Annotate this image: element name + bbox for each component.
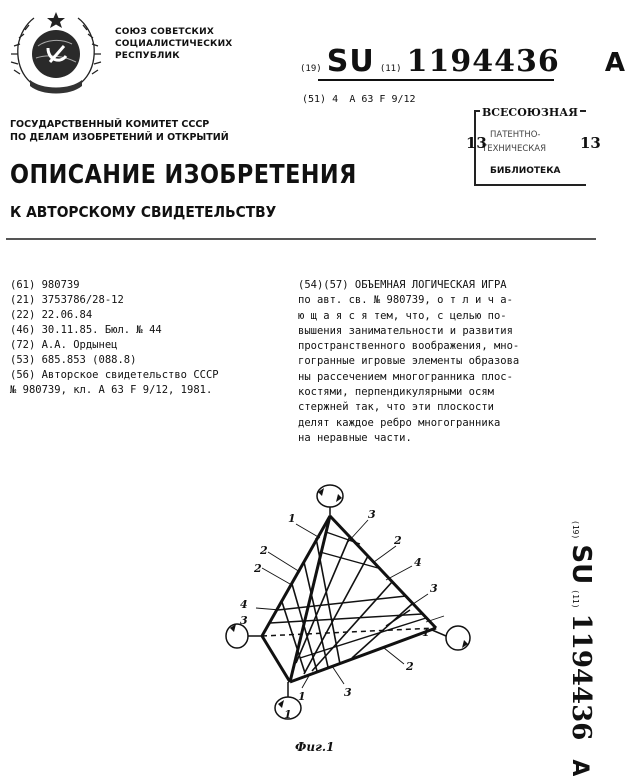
figure-label: 3	[430, 582, 438, 595]
abstract-line: по авт. св. № 980739, о т л и ч а-	[298, 294, 513, 307]
abstract-line: ны рассечением многогранника плос-	[298, 370, 513, 383]
figure-pyramid	[200, 468, 490, 728]
rod-right	[446, 626, 470, 650]
ussr-emblem	[8, 10, 104, 100]
side-number: 1194436	[566, 613, 596, 741]
abstract-line: вышения занимательности и развития	[298, 324, 513, 337]
ipc-class: A 63 F 9/12	[349, 94, 416, 105]
side-patent-number	[556, 520, 600, 774]
abstract-line: (54)(57) ОБЪЕМНАЯ ЛОГИЧЕСКАЯ ИГРА	[298, 279, 507, 291]
bibliographic-data	[10, 278, 219, 398]
library-stamp	[462, 106, 601, 188]
code-11: (11)	[379, 64, 402, 74]
biblio-line: № 980739, кл. A 63 F 9/12, 1981.	[10, 384, 213, 396]
abstract-line: пространственного воображения, мно-	[298, 340, 520, 353]
abstract-line: ю щ а я с я тем, что, с целью по-	[298, 309, 507, 322]
classification	[302, 94, 424, 105]
stamp-line-4: БИБЛИОТЕКА	[490, 166, 561, 176]
code-19: (19)	[300, 64, 322, 74]
figure-label: 3	[240, 614, 248, 627]
biblio-line: (46) 30.11.85. Бюл. № 44	[10, 324, 162, 336]
stamp-number-right: 13	[580, 134, 601, 152]
kind-code: A	[604, 48, 625, 78]
committee-line-1: ГОСУДАРСТВЕННЫЙ КОМИТЕТ СССР	[10, 119, 210, 130]
number-underline	[318, 79, 554, 81]
biblio-line: (61) 980739	[10, 279, 80, 291]
figure-label: 1	[284, 708, 292, 721]
union-line-1: СОЮЗ СОВЕТСКИХ	[115, 27, 214, 37]
document-title: ОПИСАНИЕ ИЗОБРЕТЕНИЯ	[10, 160, 357, 190]
figure-label: 4	[414, 556, 422, 569]
union-line-2: СОЦИАЛИСТИЧЕСКИХ	[115, 39, 233, 49]
stamp-number-left: 13	[466, 134, 487, 152]
abstract-line: на неравные части.	[298, 431, 412, 444]
committee-line-2: ПО ДЕЛАМ ИЗОБРЕТЕНИЙ И ОТКРЫТИЙ	[10, 132, 229, 143]
abstract-line: гогранные игровые элементы образова	[298, 355, 520, 368]
document-subtitle: К АВТОРСКОМУ СВИДЕТЕЛЬСТВУ	[10, 203, 277, 221]
side-country-code: SU	[566, 544, 596, 585]
committee-name	[10, 118, 229, 144]
figure-label: 4	[240, 598, 248, 611]
side-kind-code: A	[567, 759, 592, 776]
header-divider	[6, 238, 596, 240]
side-code-19: (19)	[571, 520, 580, 540]
figure-label: 2	[406, 660, 414, 673]
figure-label: 2	[254, 562, 262, 575]
country-code: SU	[326, 44, 375, 79]
figure-label: 2	[260, 544, 268, 557]
figure-label: 1	[288, 512, 296, 525]
figure-label: 2	[394, 534, 402, 547]
abstract-line: костями, перпендикулярными осям	[298, 386, 494, 399]
biblio-line: (22) 22.06.84	[10, 309, 93, 321]
figure-caption: Фиг.1	[295, 740, 335, 754]
abstract-line: делят каждое ребро многогранника	[298, 416, 501, 429]
stamp-line-1: ВСЕСОЮЗНАЯ	[482, 106, 578, 119]
biblio-line: (21) 3753786/28-12	[10, 294, 124, 306]
union-line-3: РЕСПУБЛИК	[115, 51, 180, 61]
class-code: (51) 4	[302, 94, 339, 105]
stamp-line-3: ТЕХНИЧЕСКАЯ	[482, 144, 547, 154]
figure-label: 3	[368, 508, 376, 521]
union-name	[115, 26, 232, 62]
biblio-line: (53) 685.853 (088.8)	[10, 354, 137, 366]
figure-label: 3	[344, 686, 352, 699]
stamp-line-2: ПАТЕНТНО-	[490, 130, 541, 140]
figure-label: 1	[298, 690, 306, 703]
publication-number	[300, 44, 625, 80]
figure-label: 1	[422, 626, 430, 639]
patent-number: 1194436	[406, 44, 560, 79]
abstract-line: стержней так, что эти плоскости	[298, 401, 494, 414]
rod-left	[226, 624, 248, 648]
abstract	[298, 278, 596, 446]
side-code-11: (11)	[571, 589, 580, 609]
biblio-line: (72) А.А. Ордынец	[10, 339, 118, 351]
biblio-line: (56) Авторское свидетельство СССР	[10, 369, 219, 381]
